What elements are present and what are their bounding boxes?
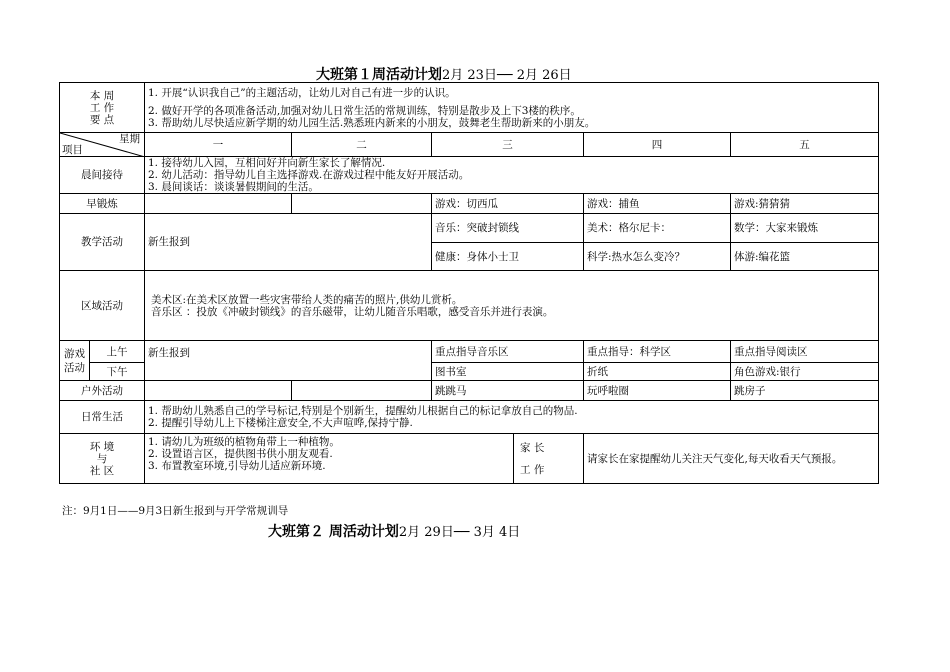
- header-item-label: 项目: [62, 144, 83, 156]
- area-row: [60, 271, 879, 341]
- work-points-row: [60, 83, 879, 133]
- day-wed: 三: [432, 133, 584, 157]
- area-content: 美术区:在美术区放置一些灾害带给人类的痛苦的照片,供幼儿赏析。 音乐区 ：投放《冲破封锁线》的音乐磁带，让幼儿随音乐唱歌，感受音乐并进行表演。: [145, 271, 879, 341]
- game-am-label: 上午: [90, 341, 145, 363]
- morning-exercise-mon: [145, 194, 292, 214]
- daily-label: 日常生活: [60, 401, 145, 434]
- teaching-fri-1: 数学：大家来锻炼: [731, 214, 879, 243]
- game-am-wed: 重点指导音乐区: [432, 341, 584, 363]
- morning-reception-label: 晨间接待: [60, 157, 145, 194]
- day-fri: 五: [731, 133, 879, 157]
- parent-label: 家 长 工 作: [514, 434, 584, 484]
- teaching-row-1: [60, 214, 879, 243]
- week2-dates: 2月 29日── 3月 4日: [398, 525, 521, 540]
- morning-exercise-label: 早锻炼: [60, 194, 145, 214]
- morning-reception-row: [60, 157, 879, 194]
- outdoor-mon: [145, 381, 292, 401]
- morning-exercise-row: [60, 194, 879, 214]
- teaching-registration: 新生报到: [145, 214, 432, 271]
- outdoor-row: [60, 381, 879, 401]
- header-row: [60, 133, 879, 157]
- morning-exercise-thu: 游戏：捕鱼: [584, 194, 731, 214]
- game-am-fri: 重点指导阅读区: [731, 341, 879, 363]
- footnote: 注：9月1日——9月3日新生报到与开学常规训导: [62, 505, 289, 517]
- game-pm-thu: 折纸: [584, 363, 731, 381]
- game-label: 游戏活动: [60, 341, 90, 381]
- outdoor-label: 户外活动: [60, 381, 145, 401]
- game-pm-label: 下午: [90, 363, 145, 381]
- work-points-label: 本 周 工 作 要 点: [60, 83, 145, 133]
- week1-dates: 2月 23日── 2月 26日: [442, 68, 572, 83]
- game-pm-wed: 图书室: [432, 363, 584, 381]
- game-am-row: [60, 341, 879, 363]
- teaching-wed-2: 健康：身体小士卫: [432, 243, 584, 271]
- week1-title: [316, 64, 572, 84]
- day-mon: 一: [145, 133, 292, 157]
- day-tue: 二: [292, 133, 432, 157]
- environment-row: [60, 434, 879, 484]
- daily-content: 1. 帮助幼儿熟悉自己的学号标记,特别是个别新生，提醒幼儿根据自己的标记拿放自己的物品. 2. 提醒引导幼儿上下楼梯注意安全,不大声喧哗,保持宁静.: [145, 401, 879, 434]
- week2-title: [268, 521, 520, 541]
- game-pm-fri: 角色游戏:银行: [731, 363, 879, 381]
- morning-exercise-fri: 游戏:猜猜猜: [731, 194, 879, 214]
- week1-title-text: 大班第１周活动计划: [316, 67, 442, 83]
- header-weekday-label: 星期: [119, 133, 140, 145]
- outdoor-tue: [292, 381, 432, 401]
- teaching-label: 教学活动: [60, 214, 145, 271]
- teaching-thu-2: 科学:热水怎么变冷？: [584, 243, 731, 271]
- environment-label: 环 境 与 社 区: [60, 434, 145, 484]
- teaching-thu-1: 美术：格尔尼卡：: [584, 214, 731, 243]
- morning-exercise-wed: 游戏：切西瓜: [432, 194, 584, 214]
- teaching-wed-1: 音乐：突破封锁线: [432, 214, 584, 243]
- teaching-fri-2: 体游:编花篮: [731, 243, 879, 271]
- weekly-plan-table: [59, 82, 879, 484]
- morning-exercise-tue: [292, 194, 432, 214]
- game-am-thu: 重点指导：科学区: [584, 341, 731, 363]
- outdoor-wed: 跳跳马: [432, 381, 584, 401]
- week2-title-text: 大班第２ 周活动计划: [268, 524, 399, 540]
- area-label: 区域活动: [60, 271, 145, 341]
- daily-row: [60, 401, 879, 434]
- work-points-content: 1. 开展“认识我自己”的主题活动，让幼儿对自己有进一步的认识。 2. 做好开学的各项准备活动,加强对幼儿日常生活的常规训练，特别是散步及上下3楼的秩序。 3. 帮助幼儿尽快适应新学期的幼儿园生活.熟悉班内新来的小朋友，鼓舞老生帮助新来的小朋友。: [145, 83, 879, 133]
- parent-content: 请家长在家提醒幼儿关注天气变化,每天收看天气预报。: [584, 434, 879, 484]
- game-registration: 新生报到: [145, 341, 432, 381]
- morning-reception-content: 1. 接待幼儿入园，互相问好并向新生家长了解情况. 2. 幼儿活动：指导幼儿自主选择游戏.在游戏过程中能友好开展活动。 3. 晨间谈话：谈谈暑假期间的生活。: [145, 157, 879, 194]
- header-diagonal-cell: [60, 133, 145, 157]
- day-thu: 四: [584, 133, 731, 157]
- outdoor-thu: 玩呼啦圈: [584, 381, 731, 401]
- outdoor-fri: 跳房子: [731, 381, 879, 401]
- environment-content: 1. 请幼儿为班级的植物角带上一种植物。 2. 设置语言区，提供图书供小朋友观看. 3. 布置教室环境,引导幼儿适应新环境.: [145, 434, 514, 484]
